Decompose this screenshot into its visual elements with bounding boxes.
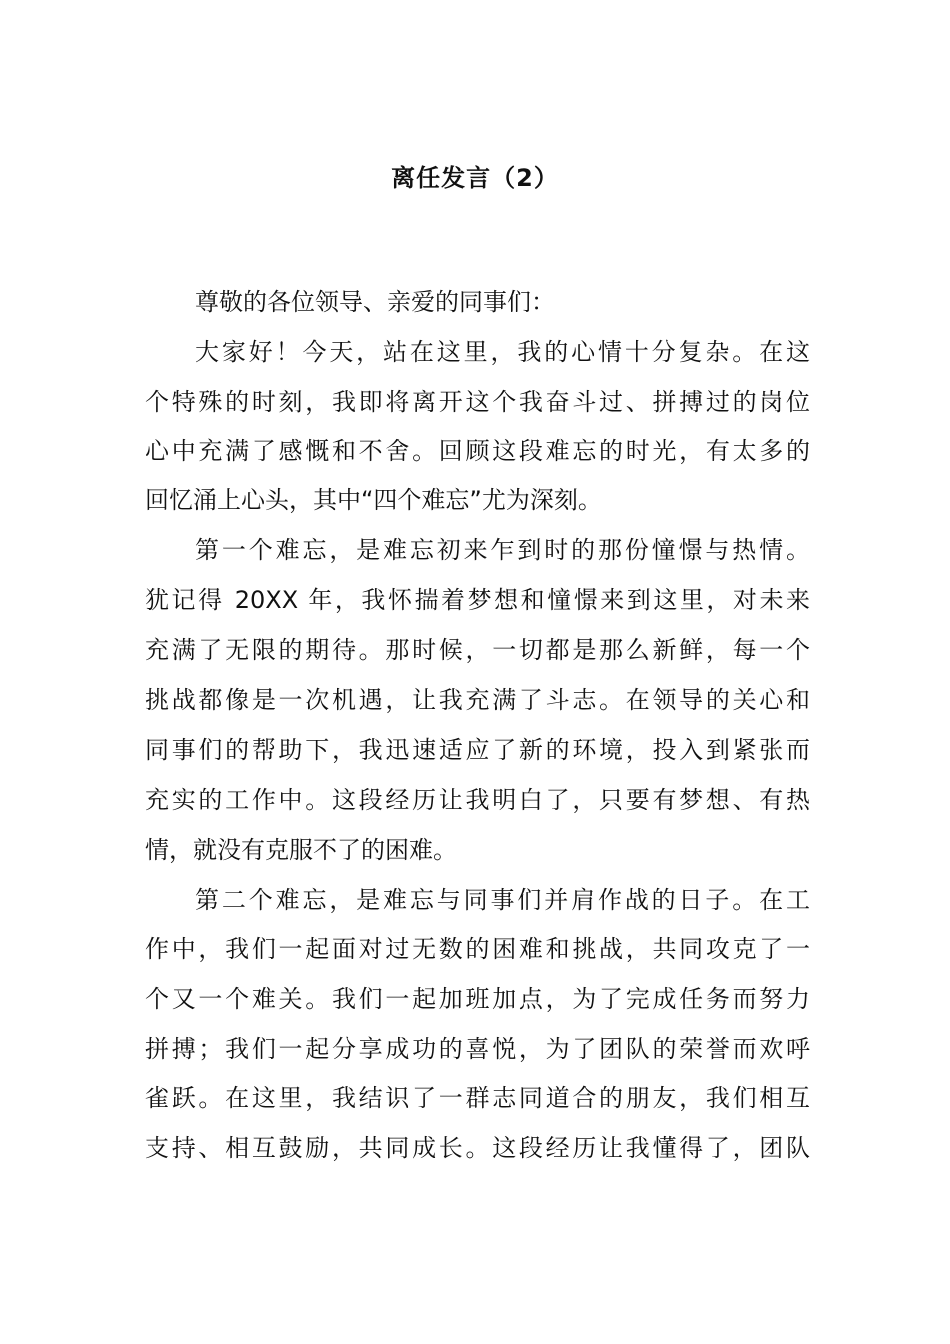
paragraph-3-line-6: 支持、相互鼓励，共同成长。这段经历让我懂得了，团队: [145, 1134, 810, 1162]
paragraph-3-line-2: 作中，我们一起面对过无数的困难和挑战，共同攻克了一: [145, 935, 810, 963]
paragraph-2-line-3: 充满了无限的期待。那时候，一切都是那么新鲜，每一个: [145, 636, 810, 664]
paragraph-3-line-3: 个又一个难关。我们一起加班加点，为了完成任务而努力: [145, 985, 810, 1013]
paragraph-1-line-1: 大家好！今天，站在这里，我的心情十分复杂。在这: [195, 338, 810, 366]
paragraph-2-line-6: 充实的工作中。这段经历让我明白了，只要有梦想、有热: [145, 786, 810, 814]
paragraph-3-line-1: 第二个难忘，是难忘与同事们并肩作战的日子。在工: [195, 886, 810, 914]
document-title: 离任发言（2）: [391, 164, 559, 192]
paragraph-2-line-1: 第一个难忘，是难忘初来乍到时的那份憧憬与热情。: [195, 536, 810, 564]
paragraph-3-line-4: 拼搏；我们一起分享成功的喜悦，为了团队的荣誉而欢呼: [145, 1035, 810, 1063]
paragraph-1-line-3: 心中充满了感慨和不舍。回顾这段难忘的时光，有太多的: [145, 437, 810, 465]
paragraph-1-line-4: 回忆涌上心头，其中“四个难忘”尤为深刻。: [145, 486, 602, 514]
paragraph-2-line-5: 同事们的帮助下，我迅速适应了新的环境，投入到紧张而: [145, 736, 810, 764]
paragraph-2-line-4: 挑战都像是一次机遇，让我充满了斗志。在领导的关心和: [145, 686, 810, 714]
paragraph-1-line-2: 个特殊的时刻，我即将离开这个我奋斗过、拼搏过的岗位: [145, 388, 810, 416]
paragraph-2-line-7: 情，就没有克服不了的困难。: [145, 836, 457, 864]
paragraph-2-line-2: 犹记得 20XX 年，我怀揣着梦想和憧憬来到这里，对未来: [145, 586, 810, 614]
salutation: 尊敬的各位领导、亲爱的同事们：: [195, 288, 555, 316]
paragraph-3-line-5: 雀跃。在这里，我结识了一群志同道合的朋友，我们相互: [145, 1084, 810, 1112]
